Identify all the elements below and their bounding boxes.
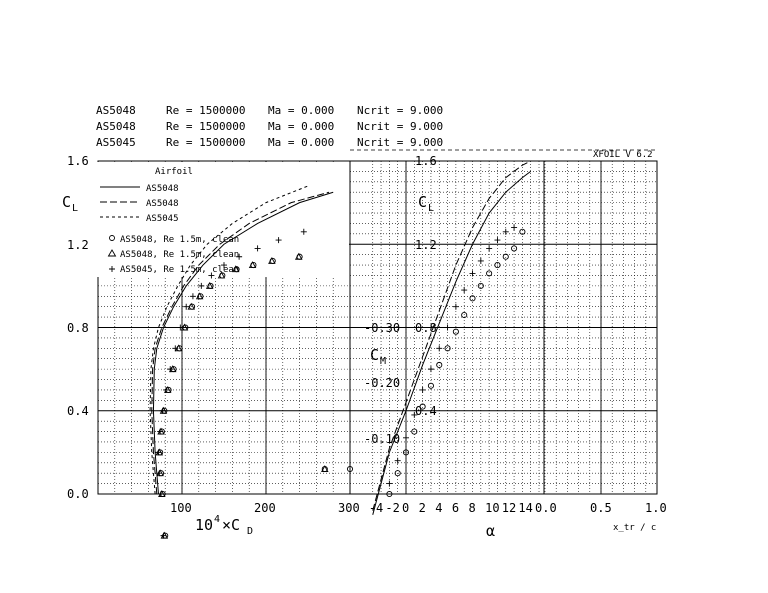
legend (97, 162, 349, 277)
lift-curve-solid (373, 171, 531, 514)
legend-marker-label-3: AS5045, Re 1.5m, clean (120, 265, 240, 275)
transition-grid (544, 161, 657, 494)
drag-polar-xlabel-exp: 4 (214, 514, 221, 525)
header-ma-3: Ma = 0.000 (268, 136, 335, 149)
drag-polar-xlabel-sub: D (247, 526, 254, 537)
transition-axes (535, 501, 667, 533)
drag-polar-point-plus (198, 283, 204, 289)
alpha-tick-label: 8 (468, 501, 476, 515)
ytick-0-4: 0.4 (67, 404, 89, 418)
lift-point-plus (511, 225, 517, 231)
xtick-300: 300 (338, 501, 360, 515)
header-ncrit-1: Ncrit = 9.000 (357, 104, 444, 117)
lift-ylabel-sub: L (428, 203, 435, 214)
lift-point-plus (453, 304, 459, 310)
header-airfoil-1: AS5048 (96, 104, 136, 117)
drag-polar-point-plus (190, 293, 196, 299)
cm-label: C (370, 346, 380, 364)
lift-ytick-0-8: 0.8 (415, 321, 437, 335)
drag-polar-xlabel: 10 (195, 516, 214, 534)
ytick-1-6: 1.6 (67, 154, 89, 168)
drag-polar-ylabel: C (62, 193, 72, 211)
lift-point-plus (445, 325, 451, 331)
header-ma-1: Ma = 0.000 (268, 104, 335, 117)
lift-point-plus (461, 287, 467, 293)
header-ncrit-2: Ncrit = 9.000 (357, 120, 444, 133)
xfoil-version: XFOIL V 6.2 (593, 150, 653, 160)
alpha-tick-label: 4 (435, 501, 443, 515)
header-airfoil-3: AS5045 (96, 136, 136, 149)
alpha-tick-label: -2 (385, 501, 400, 515)
header-re-3: Re = 1500000 (166, 136, 246, 149)
alpha-tick-label: -4 (368, 501, 384, 515)
alpha-tick-label: 6 (451, 501, 460, 515)
xtick-200: 200 (254, 501, 276, 515)
lift-point-plus (478, 258, 484, 264)
alpha-tick-label: 12 (501, 501, 517, 515)
legend-line-label-3: AS5045 (146, 214, 179, 224)
lift-point-plus (386, 481, 392, 487)
alpha-label: α (486, 522, 496, 540)
alpha-tick-label: 0 (402, 501, 410, 515)
legend-line-label-1: AS5048 (146, 184, 179, 194)
lift-ytick-1-2: 1.2 (415, 238, 437, 252)
xtr-tick-0: 0.0 (535, 501, 557, 515)
cm-tick-030: -0.30 (364, 321, 401, 335)
lift-ytick-1-6: 1.6 (415, 154, 437, 168)
legend-line-label-2: AS5048 (146, 199, 179, 209)
xtr-tick-05: 0.5 (590, 501, 612, 515)
lift-ylabel: C (418, 193, 428, 211)
drag-polar-ylabel-sub: L (72, 203, 79, 214)
alpha-tick-label: 2 (418, 501, 426, 515)
lift-point-plus (436, 345, 442, 351)
alpha-ticks (369, 501, 533, 515)
ytick-0-0: 0.0 (67, 487, 89, 501)
lift-point-plus (494, 237, 500, 243)
ytick-1-2: 1.2 (67, 238, 89, 252)
cm-label-sub: M (380, 356, 387, 367)
cm-tick-010: -0.10 (364, 432, 401, 446)
header-ma-2: Ma = 0.000 (268, 120, 335, 133)
xtr-label: x_tr / c (613, 523, 657, 533)
legend-marker-label-1: AS5048, Re 1.5m, clean (120, 235, 240, 245)
lift-point-plus (420, 387, 426, 393)
ytick-0-8: 0.8 (67, 321, 89, 335)
lift-point-plus (486, 245, 492, 251)
lift-point-circle (437, 362, 442, 367)
lift-curve-dashed (373, 161, 531, 511)
legend-title: Airfoil (155, 167, 193, 177)
lift-ytick-0-4: 0.4 (415, 404, 437, 418)
xtick-100: 100 (170, 501, 192, 515)
header-re-2: Re = 1500000 (166, 120, 246, 133)
header (96, 104, 653, 160)
drag-polar-xlabel-times: ×C (222, 516, 241, 534)
header-airfoil-2: AS5048 (96, 120, 136, 133)
alpha-tick-label: 10 (485, 501, 500, 515)
header-ncrit-3: Ncrit = 9.000 (357, 136, 444, 149)
cm-tick-020: -0.20 (364, 376, 401, 390)
lift-point-plus (403, 435, 409, 441)
header-re-1: Re = 1500000 (166, 104, 246, 117)
legend-marker-label-2: AS5048, Re 1.5m, clean (120, 250, 240, 260)
xtr-tick-1: 1.0 (645, 501, 667, 515)
lift-point-plus (428, 366, 434, 372)
alpha-tick-label: 14 (518, 501, 533, 515)
